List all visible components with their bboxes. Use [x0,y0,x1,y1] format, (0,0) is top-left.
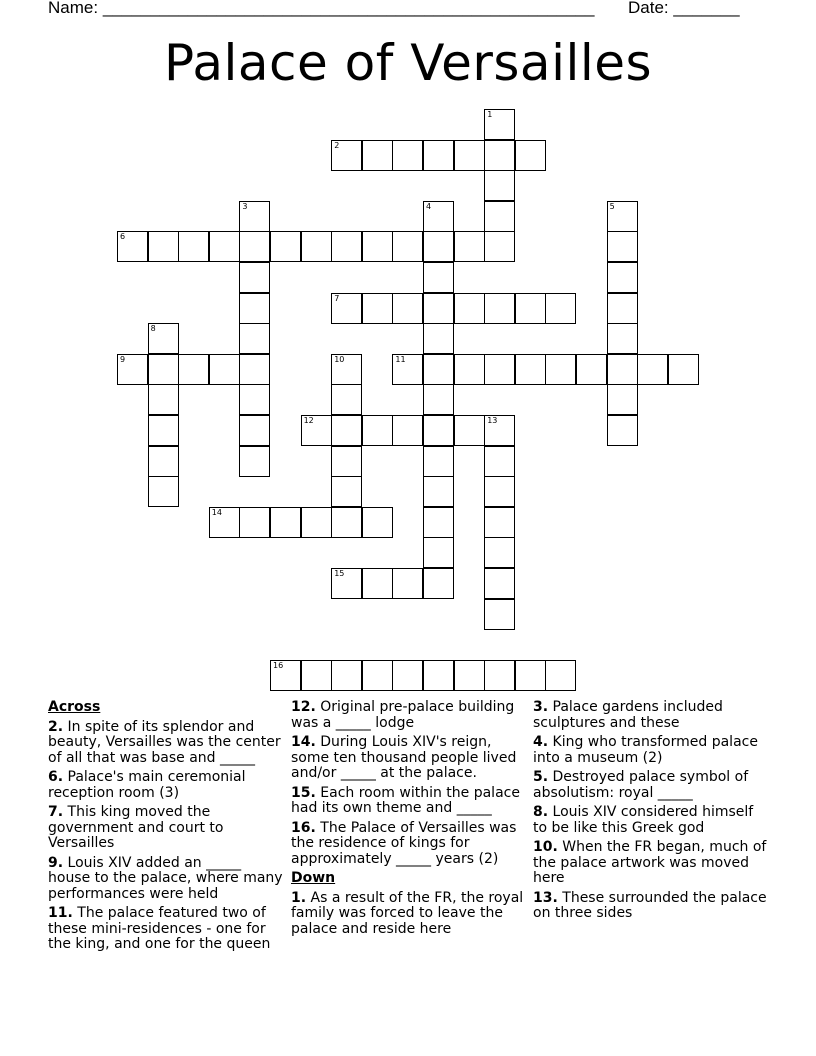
grid-cell[interactable] [515,354,546,385]
grid-cell[interactable] [392,354,423,385]
grid-cell[interactable] [301,415,332,446]
clue-num: 7. [48,804,64,820]
clue-number: 10 [334,354,345,364]
grid-cell[interactable] [454,354,485,385]
across-heading: Across [48,699,101,715]
clue-item [291,891,529,938]
grid-cell[interactable] [637,354,668,385]
grid-cell[interactable] [239,446,270,477]
grid-cell[interactable] [423,507,454,538]
grid-cell[interactable] [239,384,270,415]
grid-cell[interactable] [607,201,638,232]
grid-cell[interactable] [484,231,515,262]
down-heading: Down [291,870,336,886]
grid-cell[interactable] [515,293,546,324]
clue-text: Palace gardens included sculptures and these [533,699,723,731]
grid-cell[interactable] [484,415,515,446]
grid-cell[interactable] [239,231,270,262]
clue-item [291,700,529,731]
grid-cell[interactable] [576,354,607,385]
grid-cell[interactable] [607,323,638,354]
grid-cell[interactable] [270,660,301,691]
grid-cell[interactable] [392,568,423,599]
grid-cell[interactable] [454,660,485,691]
grid-cell[interactable] [423,323,454,354]
grid-cell[interactable] [423,293,454,324]
grid-cell[interactable] [331,293,362,324]
grid-cell[interactable] [178,231,209,262]
grid-cell[interactable] [331,660,362,691]
clue-number: 11 [395,354,406,364]
grid-cell[interactable] [392,293,423,324]
grid-cell[interactable] [668,354,699,385]
grid-cell[interactable] [392,231,423,262]
clue-num: 6. [48,769,64,785]
clue-item [533,805,771,836]
grid-cell[interactable] [117,231,148,262]
grid-cell[interactable] [331,568,362,599]
grid-cell[interactable] [239,507,270,538]
grid-cell[interactable] [607,262,638,293]
clue-item [291,821,529,868]
grid-cell[interactable] [423,384,454,415]
clue-text: During Louis XIV's reign, some ten thousand people lived and/or _____ at the palace. [291,734,517,781]
clue-num: 3. [533,699,549,715]
grid-cell[interactable] [484,599,515,630]
grid-cell[interactable] [362,660,393,691]
clue-num: 9. [48,854,64,871]
grid-cell[interactable] [484,170,515,201]
grid-cell[interactable] [239,323,270,354]
grid-cell[interactable] [239,415,270,446]
clue-item [533,735,771,766]
grid-cell[interactable] [454,293,485,324]
clue-text: Destroyed palace symbol of absolutism: royal _____ [533,769,749,801]
grid-cell[interactable] [515,140,546,171]
grid-cell[interactable] [239,354,270,385]
clue-num: 5. [533,769,549,785]
grid-cell[interactable] [148,354,179,385]
grid-cell[interactable] [484,537,515,568]
grid-cell[interactable] [331,507,362,538]
clue-text: Each room within the palace had its own theme and _____ [291,784,520,816]
grid-cell[interactable] [423,415,454,446]
grid-cell[interactable] [239,201,270,232]
clue-text: Louis XIV considered himself to be like this Greek god [533,804,754,836]
grid-cell[interactable] [239,262,270,293]
grid-cell[interactable] [607,384,638,415]
clue-item [48,906,286,953]
clue-text: Louis XIV added an _____ house to the palace, where many performances were held [48,854,283,902]
grid-cell[interactable] [270,507,301,538]
clue-text: Palace's main ceremonial reception room (3) [48,769,246,801]
grid-cell[interactable] [209,354,240,385]
grid-cell[interactable] [331,231,362,262]
clue-number: 16 [273,660,284,670]
clue-number: 8 [150,324,156,334]
grid-cell[interactable] [362,415,393,446]
date-label: Date: [628,0,669,17]
clue-num: 8. [533,804,549,820]
grid-cell[interactable] [178,354,209,385]
grid-cell[interactable] [423,354,454,385]
grid-cell[interactable] [209,507,240,538]
clue-num: 10. [533,839,558,855]
clue-text: This king moved the government and court to Versailles [48,804,224,851]
grid-cell[interactable] [270,231,301,262]
clue-num: 16. [291,819,316,836]
grid-cell[interactable] [148,476,179,507]
grid-cell[interactable] [331,415,362,446]
grid-cell[interactable] [362,140,393,171]
clue-number: 2 [334,140,340,150]
grid-cell[interactable] [423,140,454,171]
grid-cell[interactable] [117,354,148,385]
clue-number: 14 [211,507,222,517]
grid-cell[interactable] [148,446,179,477]
clue-item [48,856,286,903]
page-title: Palace of Versailles [163,34,653,92]
clue-num: 1. [291,889,307,906]
grid-cell[interactable] [484,507,515,538]
grid-cell[interactable] [423,231,454,262]
clue-num: 11. [48,905,73,921]
grid-cell[interactable] [484,446,515,477]
grid-cell[interactable] [545,354,576,385]
clue-text: The Palace of Versailles was the residence of kings for approximately _____ years (2) [291,819,517,867]
clue-number: 9 [120,354,126,364]
clue-number: 15 [334,569,345,578]
grid-cell[interactable] [607,231,638,262]
clue-item [533,891,771,922]
grid-cell[interactable] [454,231,485,262]
grid-cell[interactable] [423,201,454,232]
grid-cell[interactable] [454,140,485,171]
name-line[interactable]: ____________________________________________________ [102,0,595,17]
grid-cell[interactable] [484,354,515,385]
clue-text: As a result of the FR, the royal family was forced to leave the palace and reside here [291,889,524,937]
grid-cell[interactable] [331,384,362,415]
grid-cell[interactable] [545,660,576,691]
clue-number: 1 [487,110,493,119]
grid-cell[interactable] [423,660,454,691]
grid-cell[interactable] [148,231,179,262]
grid-cell[interactable] [423,262,454,293]
grid-cell[interactable] [331,140,362,171]
name-label: Name: [48,0,99,17]
grid-cell[interactable] [148,415,179,446]
grid-cell[interactable] [392,660,423,691]
grid-cell[interactable] [392,415,423,446]
clue-item [533,840,771,887]
clue-number: 5 [609,201,615,211]
grid-cell[interactable] [239,293,270,324]
clues-column-3 [533,700,771,926]
clue-number: 3 [242,201,248,211]
clue-number: 12 [303,416,314,425]
grid-cell[interactable] [607,354,638,385]
clue-number: 4 [426,201,432,211]
grid-cell[interactable] [484,660,515,691]
grid-cell[interactable] [484,568,515,599]
grid-cell[interactable] [148,384,179,415]
clue-item [291,735,529,782]
clue-number: 7 [334,293,340,303]
grid-cell[interactable] [484,140,515,171]
clue-item [291,786,529,817]
clue-item [533,700,771,731]
grid-cell[interactable] [362,507,393,538]
clue-num: 15. [291,784,316,801]
clue-num: 12. [291,699,316,715]
grid-cell[interactable] [484,476,515,507]
clue-item [533,770,771,801]
grid-cell[interactable] [454,415,485,446]
clue-item [48,770,286,801]
grid-cell[interactable] [362,568,393,599]
grid-cell[interactable] [301,507,332,538]
grid-cell[interactable] [331,354,362,385]
grid-cell[interactable] [423,446,454,477]
grid-cell[interactable] [423,568,454,599]
grid-cell[interactable] [362,231,393,262]
clue-text: King who transformed palace into a museum (2) [533,734,758,766]
grid-cell[interactable] [362,293,393,324]
clue-number: 13 [487,416,498,425]
date-line[interactable]: _______ [673,0,740,17]
clue-text: The palace featured two of these mini-residences - one for the king, and one for the queen [48,905,271,952]
grid-cell[interactable] [607,415,638,446]
grid-cell[interactable] [607,293,638,324]
clue-item [48,720,286,767]
grid-cell[interactable] [392,140,423,171]
grid-cell[interactable] [484,109,515,140]
clue-text: These surrounded the palace on three sides [533,889,767,921]
grid-cell[interactable] [331,476,362,507]
grid-cell[interactable] [148,323,179,354]
grid-cell[interactable] [423,537,454,568]
clue-num: 13. [533,889,558,906]
clue-num: 14. [291,734,316,750]
grid-cell[interactable] [484,201,515,232]
grid-cell[interactable] [301,231,332,262]
grid-cell[interactable] [545,293,576,324]
clue-item [48,805,286,852]
grid-cell[interactable] [484,293,515,324]
grid-cell[interactable] [423,476,454,507]
clue-number: 6 [120,232,126,242]
grid-cell[interactable] [515,660,546,691]
clue-text: When the FR began, much of the palace artwork was moved here [533,839,767,886]
clues-column-2 [291,700,529,941]
grid-cell[interactable] [301,660,332,691]
clue-num: 2. [48,718,64,735]
clues-column-1 [48,700,286,957]
clue-text: Original pre-palace building was a _____ lodge [291,699,515,731]
grid-cell[interactable] [209,231,240,262]
grid-cell[interactable] [331,446,362,477]
clue-text: In spite of its splendor and beauty, Versailles was the center of all that was base and _____ [48,718,281,766]
clue-num: 4. [533,734,549,750]
